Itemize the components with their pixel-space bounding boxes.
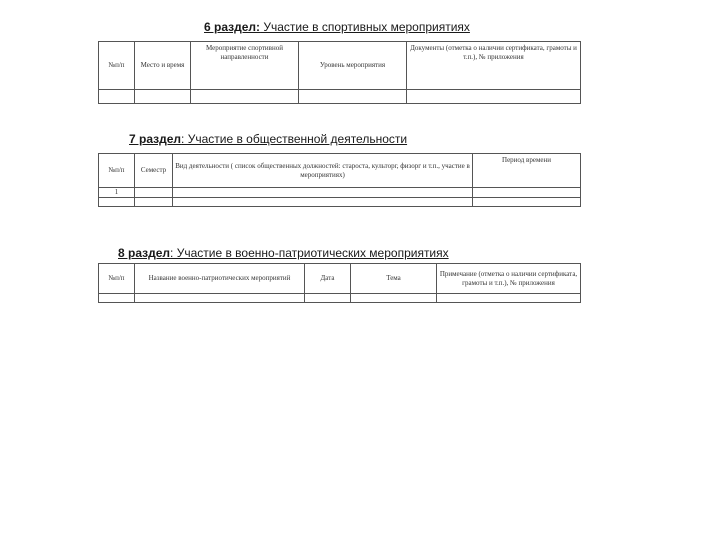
section7-header-period: Период времени — [473, 154, 581, 188]
table-row — [99, 197, 581, 206]
section8-header-number: №п/п — [99, 264, 135, 294]
table-row — [99, 90, 581, 104]
section7-table — [98, 153, 581, 207]
section8-heading — [118, 246, 449, 260]
section8-header-event-name: Название военно-патриотических мероприятий — [135, 264, 305, 294]
section8-title: : Участие в военно-патриотических мероприятиях — [170, 246, 449, 260]
section6-heading — [204, 20, 470, 34]
section6-header-number: №п/п — [99, 42, 135, 90]
section6-header-documents: Документы (отметка о наличии сертификата, грамоты и т.п.), № приложения — [407, 42, 581, 90]
section6-header-place-time: Место и время — [135, 42, 191, 90]
table-row — [99, 188, 581, 198]
section6-table — [98, 41, 581, 104]
section7-number: 7 раздел — [129, 132, 182, 146]
section8-header-note: Примечание (отметка о наличии сертификата, грамоты и т.п.), № приложения — [437, 264, 581, 294]
section7-row-number: 1 — [99, 188, 135, 198]
section7-header-semester: Семестр — [135, 154, 173, 188]
section7-header-activity: Вид деятельности ( список общественных должностей: староста, культорг, физорг и т.п., участие в мероприятиях) — [173, 154, 473, 188]
section7-title: : Участие в общественной деятельности — [181, 132, 408, 146]
section8-number: 8 раздел — [118, 246, 171, 260]
section6-header-level: Уровень мероприятия — [299, 42, 407, 90]
section6-header-event: Мероприятие спортивной направленности — [191, 42, 299, 90]
section6-number: 6 раздел: — [204, 20, 261, 34]
section8-header-topic: Тема — [351, 264, 437, 294]
section6-title: Участие в спортивных мероприятиях — [260, 20, 470, 34]
section8-header-date: Дата — [305, 264, 351, 294]
table-row — [99, 294, 581, 303]
section8-table — [98, 263, 581, 303]
section7-heading — [129, 132, 407, 146]
section7-header-number: №п/п — [99, 154, 135, 188]
